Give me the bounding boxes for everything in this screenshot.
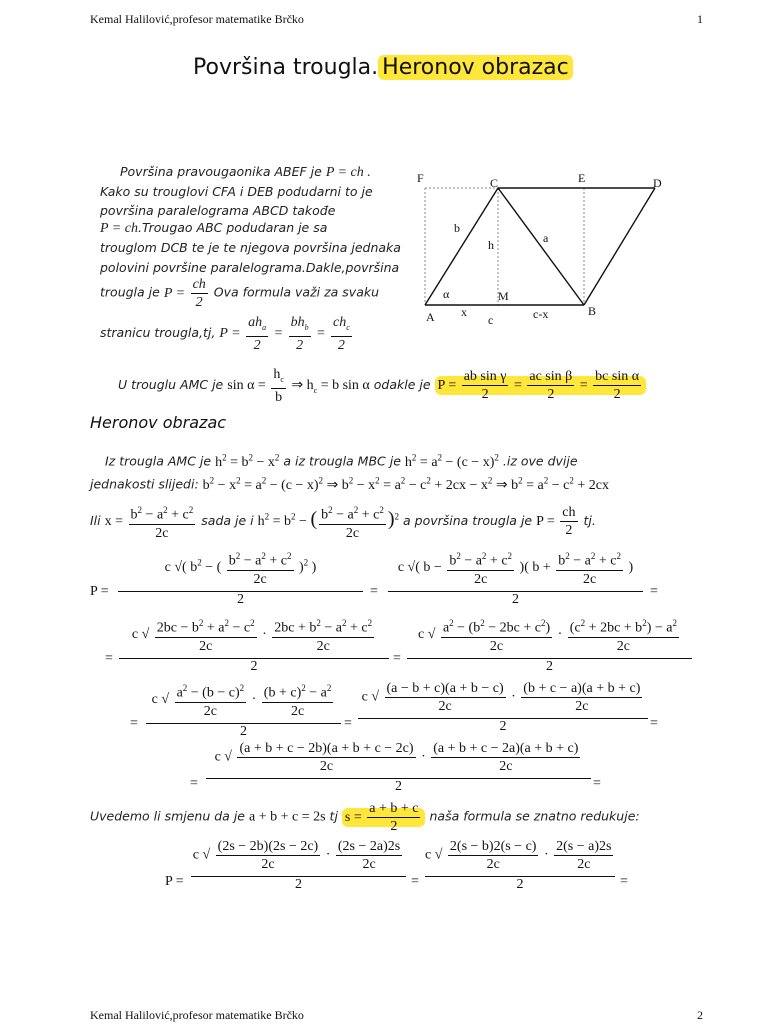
intro-line-2: Kako su trouglovi CFA i DEB podudarni to je: [100, 184, 373, 199]
derivation-row-1: P = c √( $b^2$ − ( $\frac{b^2 - a^2 + c^2}{2c}$ )$^2$ ) 2 = c √( b − $\frac{b^2 - a^2 + c^2}{2c}$ )( b + $\frac{b^2 - a^2 + c^2}{2c}$ ) 2 =: [90, 548, 690, 610]
label-E: E: [578, 171, 586, 185]
label-C: C: [490, 176, 499, 190]
heron-line-1: Iz trougla AMC je $h^2 = b^2 - x^2$ a iz trougla MBC je $h^2 = a^2 - (c - x)^2$ .iz ove dvije: [105, 452, 578, 470]
intro-line-5: trouglom DCB te je te njegova površina jednaka: [100, 240, 401, 255]
title-part2-highlighted: Heronov obrazac: [378, 55, 573, 80]
header-page-number: 1: [697, 12, 703, 26]
intro-line-3: površina paralelograma ABCD takođe: [100, 203, 336, 218]
derivation-row-3: = c √ $\frac{a^2 - (b - c)^2}{2c}$ · $\frac{(b + c)^2 - a^2}{2c}$ 2 = c √ $\frac{(a - b + c)(a + b - c)}{2c}$ · $\frac{(b + c - a)(a + b + c)}{2c}$ 2 =: [130, 681, 658, 739]
intro-line-8: stranicu trougla,tj, P = $\frac{ah_a}{2}$ = $\frac{bh_b}{2}$ = $\frac{ch_c}{2}$: [100, 315, 350, 353]
intro-line-4: P = ch.Trougao ABC podudaran je sa: [100, 220, 328, 236]
heron-line-3: Ili x = $\frac{b^2 - a^2 + c^2}{2c}$ sada je i $h^2 = b^2$ − ( $\frac{b^2 - a^2 + c^2}{2c}$ )$^2$ a površina trougla je P = $\frac{ch}{2}$ tj.: [90, 502, 596, 542]
label-a: a: [543, 231, 549, 245]
intro-line-7: trougla je P = $\frac{ch}{2}$ Ova formula važi za svaku: [100, 277, 380, 310]
label-D: D: [653, 176, 662, 190]
page-title: [193, 55, 573, 80]
derivation-row-2: = c √ $\frac{2bc - b^2 + a^2 - c^2}{2c}$ · $\frac{2bc + b^2 - a^2 + c^2}{2c}$ 2 = c √ $\frac{a^2 - (b^2 - 2bc + c^2)}{2c}$ · $\frac{(c^2 + 2bc + b^2) - a^2}{2c}$ 2: [105, 615, 695, 677]
intro-line-1: Površina pravougaonika ABEF je P = ch .: [120, 164, 371, 180]
title-part1: Površina trougla.: [193, 55, 379, 80]
label-h: h: [488, 238, 494, 252]
label-A: A: [426, 310, 435, 324]
label-alpha: α: [443, 287, 450, 301]
sine-formula-line: U trouglu AMC je sin α = $\frac{h_c}{b}$ ⇒ $h_c = b$ sin α odakle je P = $\frac{\text{ab sin γ}}{2}$ = $\frac{\text{ac sin β}}{2}$ = $\frac{\text{bc sin α}}{2}$: [118, 366, 646, 406]
parallelogram-figure: [410, 165, 680, 330]
substitution-line: Uvedemo li smjenu da je a + b + c = 2s tj s = $\frac{a + b + c}{2}$ naša formula se znatno redukuje:: [90, 801, 640, 834]
footer-page-number: 2: [697, 1008, 703, 1022]
intro-line-6: polovini površine paralelograma.Dakle,površina: [100, 260, 400, 275]
label-cx: c-x: [533, 307, 549, 321]
label-B: B: [588, 304, 597, 318]
heron-line-2: jednakosti slijedi: $b^2 - x^2 = a^2 - (c - x)^2$ ⇒ $b^2 - x^2 = a^2 - c^2 + 2cx - x^2$ ⇒ $b^2 = a^2 - c^2 + 2cx$: [90, 475, 609, 493]
footer-author: Kemal Halilović,profesor matematike Brčko: [90, 1008, 304, 1022]
derivation-row-4: = c √ $\frac{(a + b + c - 2b)(a + b + c - 2c)}{2c}$ · $\frac{(a + b + c - 2a)(a + b + c)}{2c}$ 2 =: [190, 741, 601, 794]
label-M: M: [498, 289, 509, 303]
label-b: b: [454, 221, 460, 235]
label-c: c: [488, 313, 494, 327]
derivation-row-5: P = c √ $\frac{(2s - 2b)(2s - 2c)}{2c}$ · $\frac{(2s - 2a)2s}{2c}$ 2 = c √ $\frac{2(s - b)2(s - c)}{2c}$ · $\frac{2(s - a)2s}{2c}$ 2 =: [165, 839, 628, 892]
header-author: Kemal Halilović,profesor matematike Brčko: [90, 12, 304, 26]
label-x: x: [461, 305, 467, 319]
section-heading-heron: Heronov obrazac: [90, 413, 227, 432]
label-F: F: [417, 171, 424, 185]
